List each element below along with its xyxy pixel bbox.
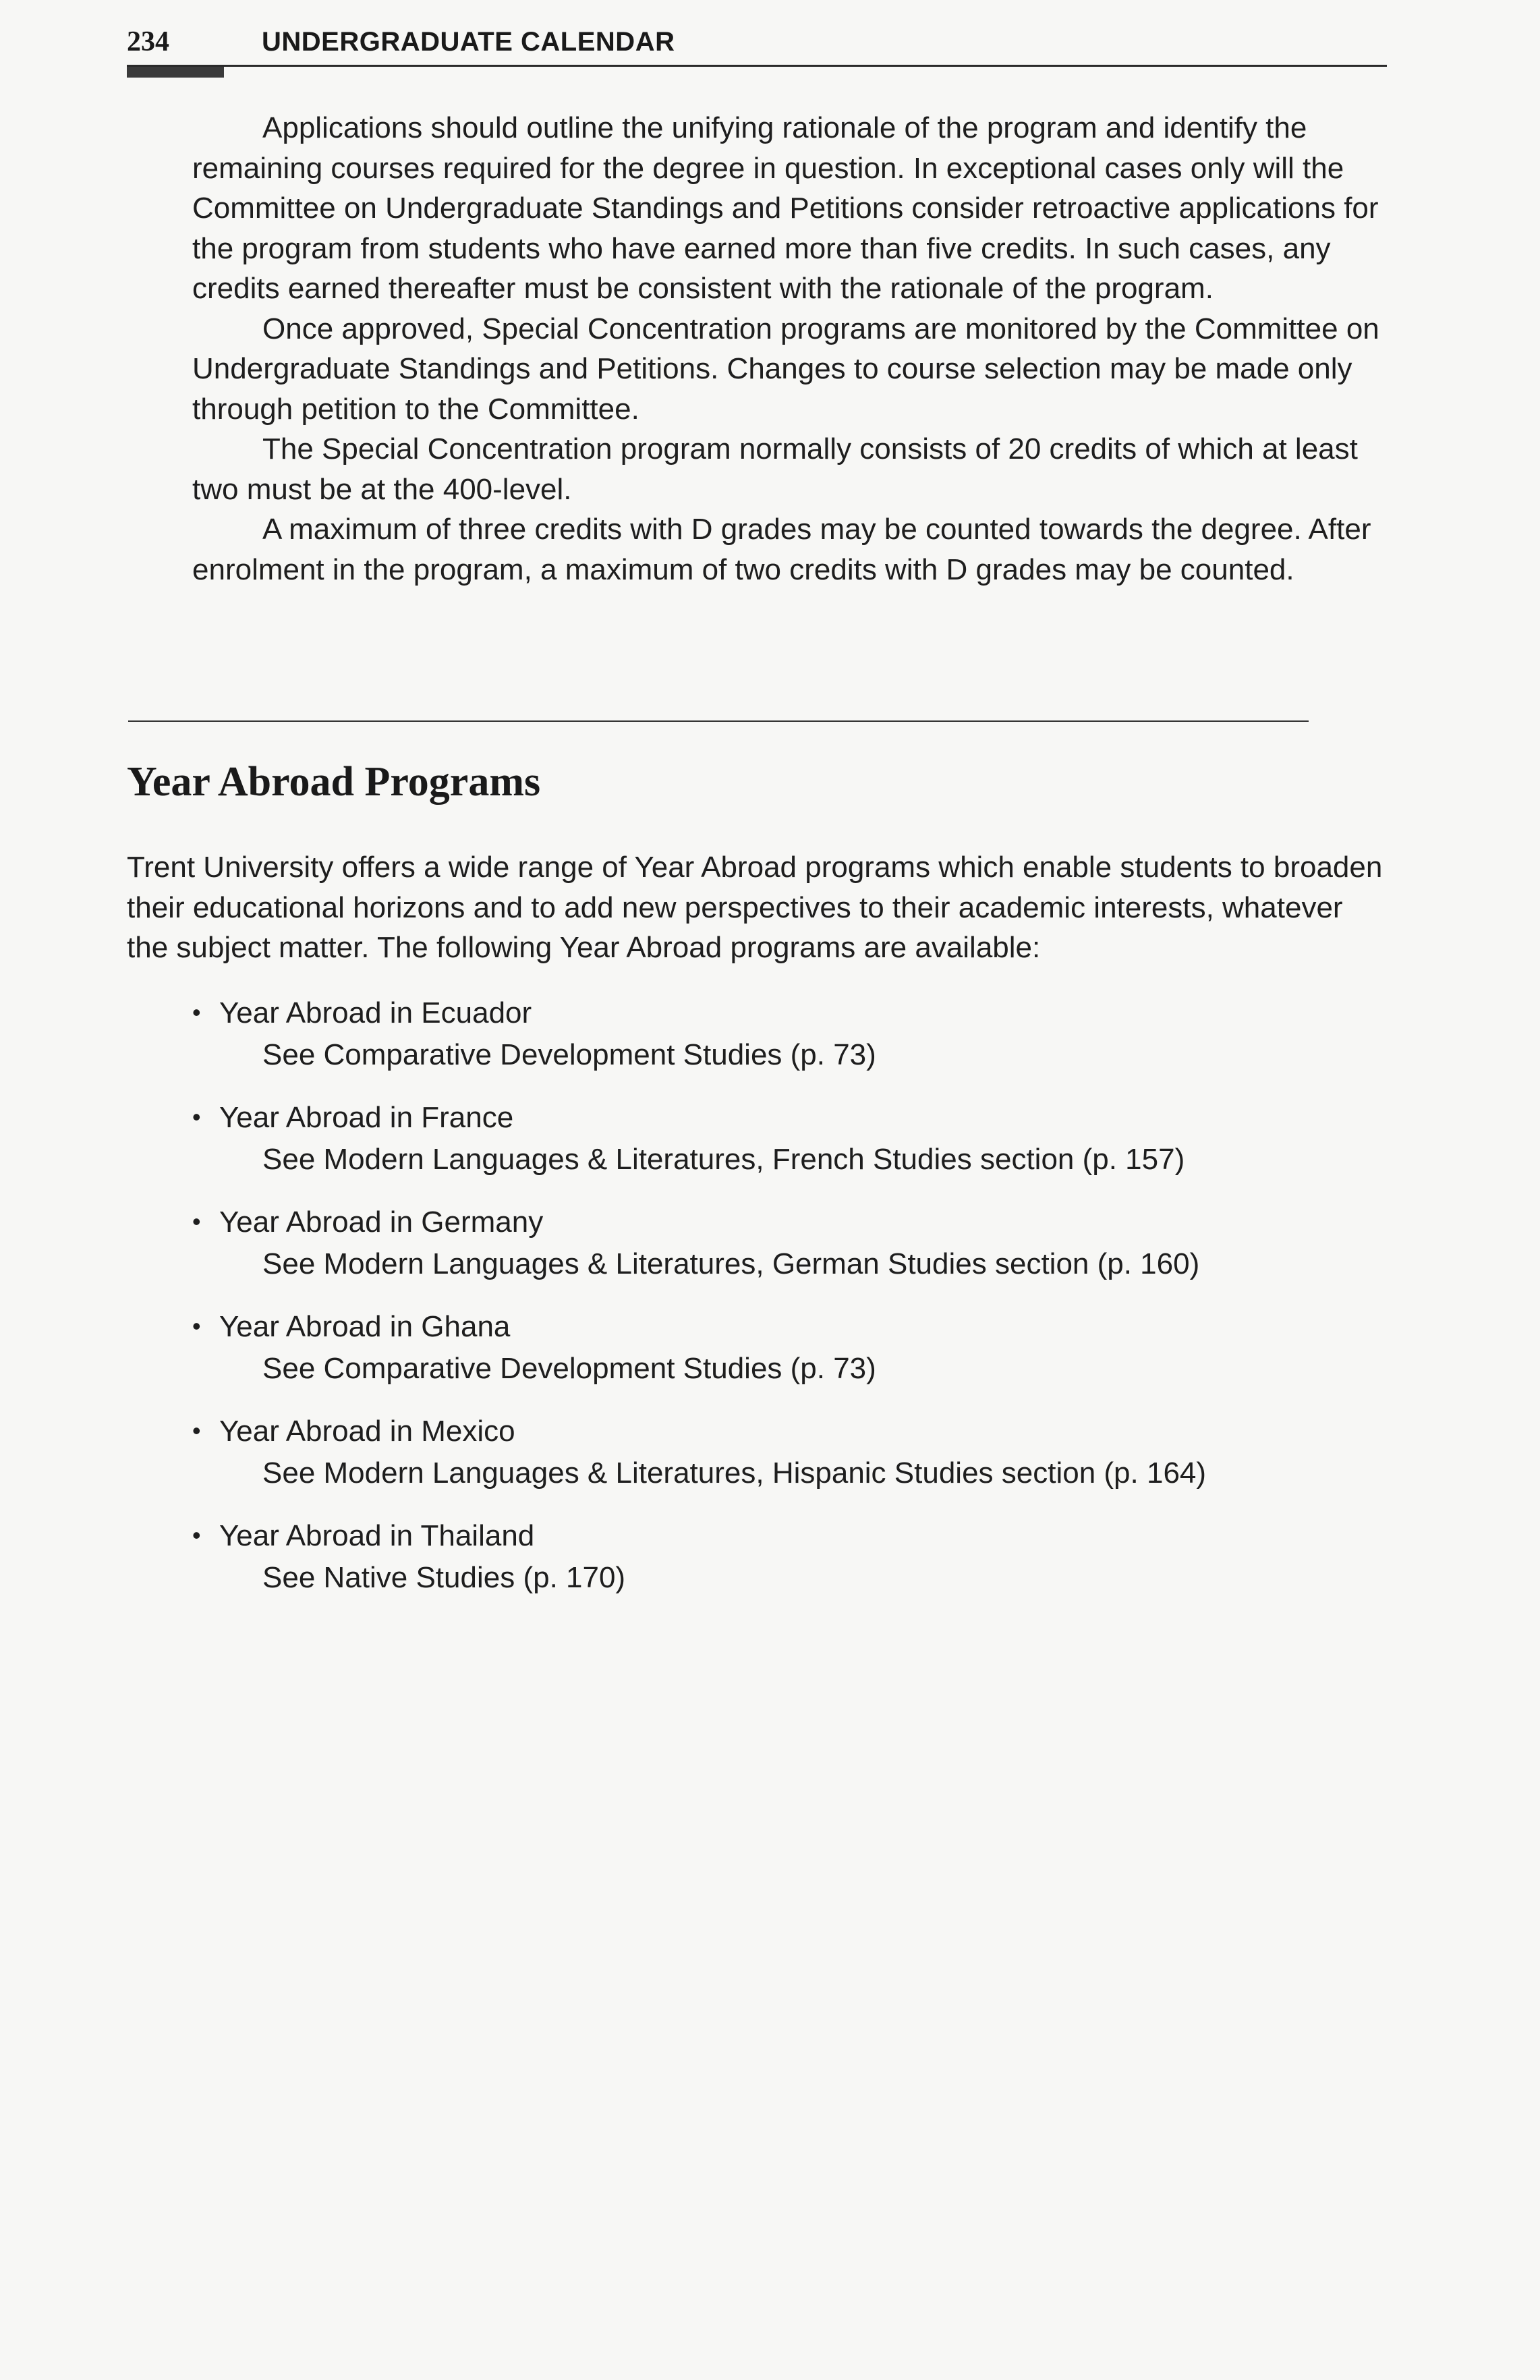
- year-abroad-intro: Trent University offers a wide range of Year Abroad programs which enable students to broaden their educational horizons and to add new perspectives to their academic interests, whatever the subject matter. The following Year Abroad programs are available:: [127, 851, 1383, 964]
- program-name: Year Abroad in Thailand: [219, 1519, 535, 1552]
- running-title: UNDERGRADUATE CALENDAR: [262, 26, 675, 57]
- bullet-icon: •: [192, 998, 201, 1026]
- program-list: [192, 993, 1206, 1620]
- bullet-icon: •: [192, 1207, 201, 1235]
- program-reference: See Native Studies (p. 170): [262, 1560, 626, 1594]
- paragraph-monitoring: Once approved, Special Concentration programs are monitored by the Committee on Undergraduate Standings and Petitions. Changes to course selection may be made only through petition to the Committee.: [192, 312, 1379, 426]
- section-divider: [128, 720, 1309, 722]
- running-header: [127, 20, 675, 63]
- program-name: Year Abroad in Ecuador: [219, 996, 532, 1029]
- special-concentration-text: [192, 108, 1386, 590]
- bullet-icon: •: [192, 1521, 201, 1549]
- bullet-icon: •: [192, 1102, 201, 1131]
- list-item: [192, 1516, 1206, 1620]
- program-name: Year Abroad in Germany: [219, 1206, 544, 1239]
- program-reference: See Modern Languages & Literatures, Hispanic Studies section (p. 164): [262, 1456, 1207, 1490]
- list-item: [192, 1411, 1206, 1516]
- header-rule: [127, 65, 1387, 67]
- list-item: [192, 1202, 1206, 1307]
- section-heading: Year Abroad Programs: [127, 759, 541, 805]
- paragraph-credits: The Special Concentration program normally consists of 20 credits of which at least two must be at the 400-level.: [192, 432, 1358, 506]
- program-reference: See Comparative Development Studies (p. 73): [262, 1038, 876, 1071]
- program-reference: See Modern Languages & Literatures, German Studies section (p. 160): [262, 1247, 1200, 1280]
- program-reference: See Modern Languages & Literatures, French Studies section (p. 157): [262, 1142, 1185, 1176]
- paragraph-d-grades: A maximum of three credits with D grades may be counted towards the degree. After enrolment in the program, a maximum of two credits with D grades may be counted.: [192, 513, 1371, 586]
- program-reference: See Comparative Development Studies (p. 73): [262, 1351, 876, 1385]
- program-name: Year Abroad in France: [219, 1101, 514, 1134]
- page-number: 234: [127, 26, 169, 57]
- program-name: Year Abroad in Ghana: [219, 1310, 511, 1343]
- bullet-icon: •: [192, 1311, 201, 1340]
- bullet-icon: •: [192, 1416, 201, 1444]
- header-tab-marker: [127, 67, 224, 78]
- list-item: [192, 1307, 1206, 1411]
- program-name: Year Abroad in Mexico: [219, 1415, 515, 1448]
- paragraph-applications: Applications should outline the unifying rationale of the program and identify the remaining courses required for the degree in question. In exceptional cases only will the Committee on Undergraduate Standings and Petitions consider retroactive applications for the program from students who have earned more than five credits. In such cases, any credits earned thereafter must be consistent with the rationale of the program.: [192, 111, 1379, 305]
- list-item: [192, 1098, 1206, 1202]
- list-item: [192, 993, 1206, 1098]
